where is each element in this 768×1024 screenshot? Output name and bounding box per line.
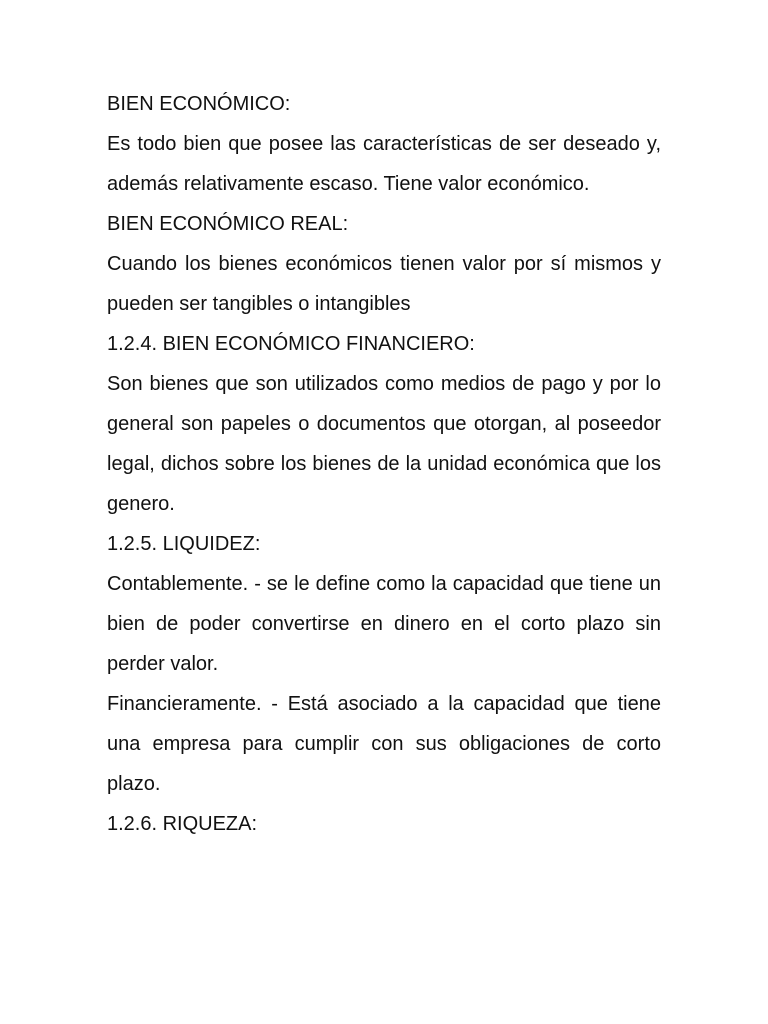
heading-bien-economico: BIEN ECONÓMICO: <box>107 93 291 115</box>
paragraph-bien-economico-definition: Es todo bien que posee las características de ser deseado y, además relativamente escaso. Tiene valor económico. <box>107 133 661 195</box>
heading-riqueza: 1.2.6. RIQUEZA: <box>107 813 258 835</box>
paragraph-bien-economico-financiero-definition: Son bienes que son utilizados como medios de pago y por lo general son papeles o documentos que otorgan, al poseedor legal, dichos sobre los bienes de la unidad económica que los genero. <box>107 373 661 515</box>
heading-liquidez: 1.2.5. LIQUIDEZ: <box>107 533 261 555</box>
paragraph-liquidez-contable: Contablemente. - se le define como la capacidad que tiene un bien de poder convertirse en dinero en el corto plazo sin perder valor. <box>107 573 661 675</box>
paragraph-bien-economico-real-definition: Cuando los bienes económicos tienen valor por sí mismos y pueden ser tangibles o intangibles <box>107 253 661 315</box>
document-body <box>107 84 661 844</box>
paragraph-liquidez-financiera: Financieramente. - Está asociado a la capacidad que tiene una empresa para cumplir con sus obligaciones de corto plazo. <box>107 693 661 795</box>
heading-bien-economico-financiero: 1.2.4. BIEN ECONÓMICO FINANCIERO: <box>107 333 475 355</box>
heading-bien-economico-real: BIEN ECONÓMICO REAL: <box>107 213 349 235</box>
